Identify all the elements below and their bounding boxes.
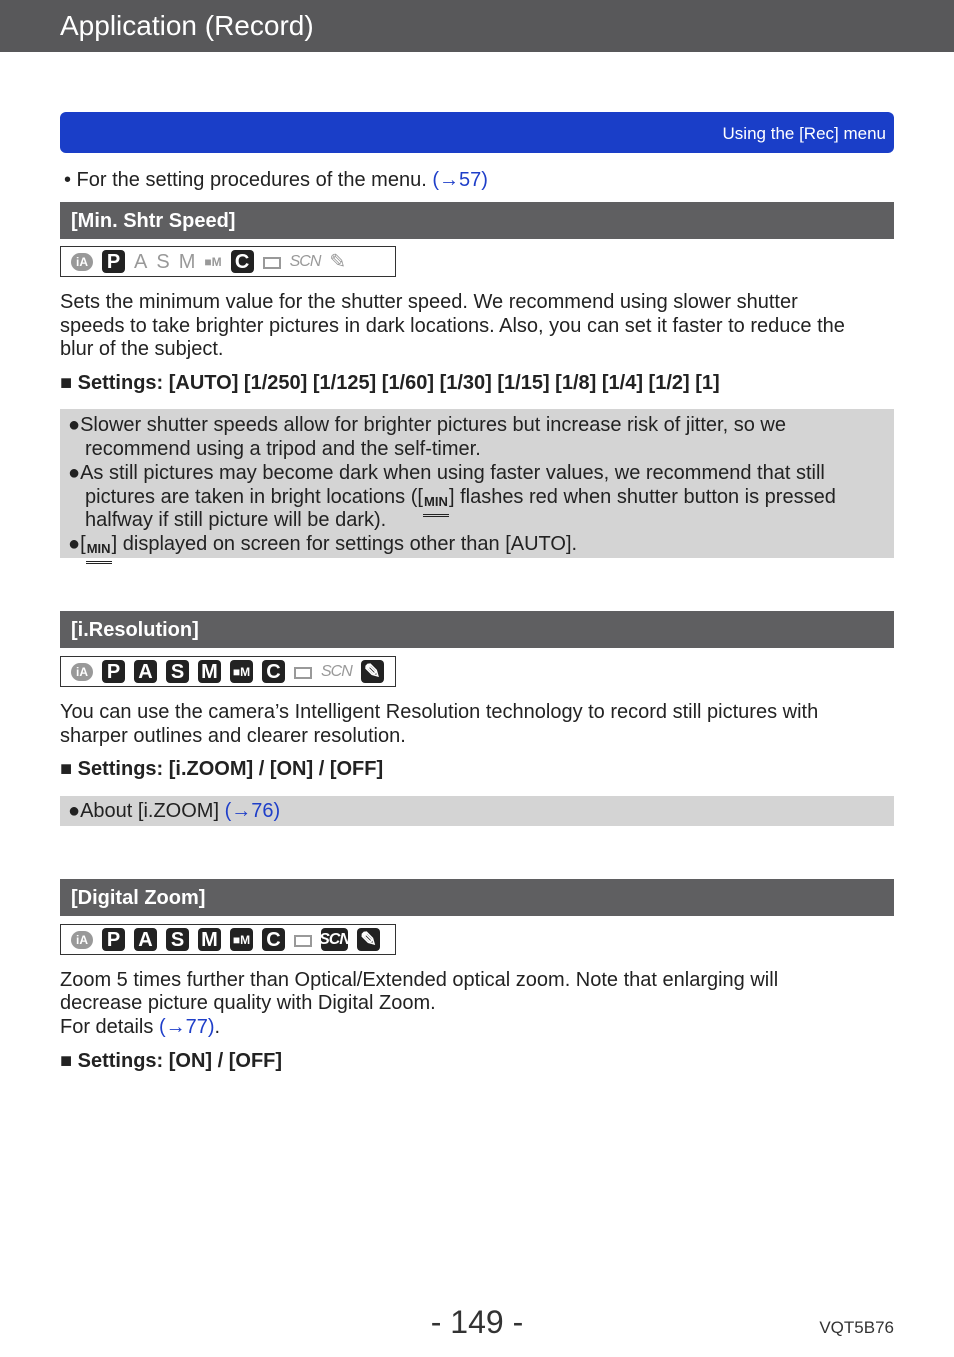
c-mode-icon: C (262, 928, 285, 951)
a-mode-icon: A (134, 928, 157, 951)
i-res-desc-1: You can use the camera’s Intelligent Resolution technology to record still pictures with (60, 701, 819, 723)
m-mode-icon: M (198, 660, 221, 683)
mode-strip-min-shtr (60, 246, 396, 277)
digital-zoom-page-link[interactable]: (→77) (158, 1016, 215, 1038)
note-2-line-2: pictures are taken in bright locations ([MIN] flashes red when shutter button is pressed (85, 485, 836, 517)
min-shtr-desc-3: blur of the subject. (60, 338, 224, 360)
intro-line (64, 168, 488, 192)
page-number: - 149 - (430, 1304, 524, 1340)
digital-zoom-details: For details (→77). (60, 1016, 221, 1038)
c-mode-icon: C (262, 660, 285, 683)
section-bar (60, 112, 894, 153)
panorama-mode-icon (294, 667, 312, 679)
min-shutter-icon: MIN (423, 495, 449, 517)
ia-mode-icon: iA (71, 931, 93, 949)
p-mode-icon: P (102, 928, 125, 951)
page-title: Application (Record) (60, 10, 314, 41)
min-shtr-desc-1: Sets the minimum value for the shutter speed. We recommend using slower shutter (60, 291, 798, 313)
intro-page-link[interactable]: (→57) (432, 169, 488, 191)
scn-mode-icon: SCN (321, 928, 348, 951)
note-2-line-3: halfway if still picture will be dark). (85, 509, 387, 531)
movie-m-mode-icon: ■ M (230, 660, 253, 683)
min-shutter-icon: MIN (86, 542, 112, 564)
mode-strip-digital-zoom (60, 924, 396, 955)
movie-m-mode-icon: ■ M (204, 254, 222, 269)
i-res-notes (60, 796, 894, 826)
i-res-desc-2: sharper outlines and clearer resolution. (60, 725, 406, 747)
i-resolution-header (60, 611, 894, 648)
m-mode-icon: M (198, 928, 221, 951)
digital-zoom-header (60, 879, 894, 916)
movie-m-mode-icon: ■ M (230, 928, 253, 951)
s-mode-icon: S (156, 250, 170, 273)
p-mode-icon: P (102, 250, 125, 273)
note-2-line-1: ●As still pictures may become dark when using faster values, we recommend that still (68, 462, 825, 484)
c-mode-icon: C (231, 250, 254, 273)
min-shtr-settings: ■ Settings: [AUTO] [1/250] [1/125] [1/60] [1/30] [1/15] [1/8] [1/4] [1/2] [1] (60, 372, 720, 394)
ia-mode-icon: iA (71, 663, 93, 681)
i-zoom-note: ●About [i.ZOOM] (→76) (68, 800, 281, 822)
a-mode-icon: A (134, 250, 148, 273)
scn-mode-icon: SCN (289, 252, 321, 270)
note-1-line-1: ●Slower shutter speeds allow for brighter pictures but increase risk of jitter, so we (68, 414, 786, 436)
note-3: ●[MIN] displayed on screen for settings other than [AUTO]. (68, 532, 577, 564)
m-mode-icon: M (178, 250, 196, 273)
digital-zoom-desc-2: decrease picture quality with Digital Zoom. (60, 992, 436, 1014)
digital-zoom-settings: ■ Settings: [ON] / [OFF] (60, 1050, 283, 1072)
i-res-settings: ■ Settings: [i.ZOOM] / [ON] / [OFF] (60, 758, 384, 780)
i-zoom-page-link[interactable]: (→76) (224, 800, 281, 822)
section-bar-label: Using the [Rec] menu (722, 124, 886, 143)
min-shtr-desc-2: speeds to take brighter pictures in dark locations. Also, you can set it faster to reduce the (60, 315, 845, 337)
a-mode-icon: A (134, 660, 157, 683)
panorama-mode-icon (294, 935, 312, 947)
document-code: VQT5B76 (819, 1318, 894, 1337)
page-header (0, 0, 954, 52)
creative-control-icon: ✎ (361, 660, 384, 683)
digital-zoom-desc-1: Zoom 5 times further than Optical/Extended optical zoom. Note that enlarging will (60, 969, 779, 991)
digital-zoom-title: [Digital Zoom] (71, 887, 206, 909)
ia-mode-icon: iA (71, 253, 93, 271)
s-mode-icon: S (166, 660, 189, 683)
p-mode-icon: P (102, 660, 125, 683)
s-mode-icon: S (166, 928, 189, 951)
min-shtr-speed-title: [Min. Shtr Speed] (71, 210, 236, 232)
intro-text: • For the setting procedures of the menu. (64, 169, 433, 191)
min-shtr-speed-header (60, 202, 894, 239)
mode-strip-i-resolution (60, 656, 396, 687)
panorama-mode-icon (263, 257, 281, 269)
creative-control-icon: ✎ (329, 250, 347, 273)
creative-control-icon: ✎ (357, 928, 380, 951)
note-1-line-2: recommend using a tripod and the self-timer. (85, 438, 481, 460)
i-resolution-title: [i.Resolution] (71, 619, 199, 641)
scn-mode-icon: SCN (321, 662, 352, 680)
min-shtr-notes (60, 409, 894, 558)
